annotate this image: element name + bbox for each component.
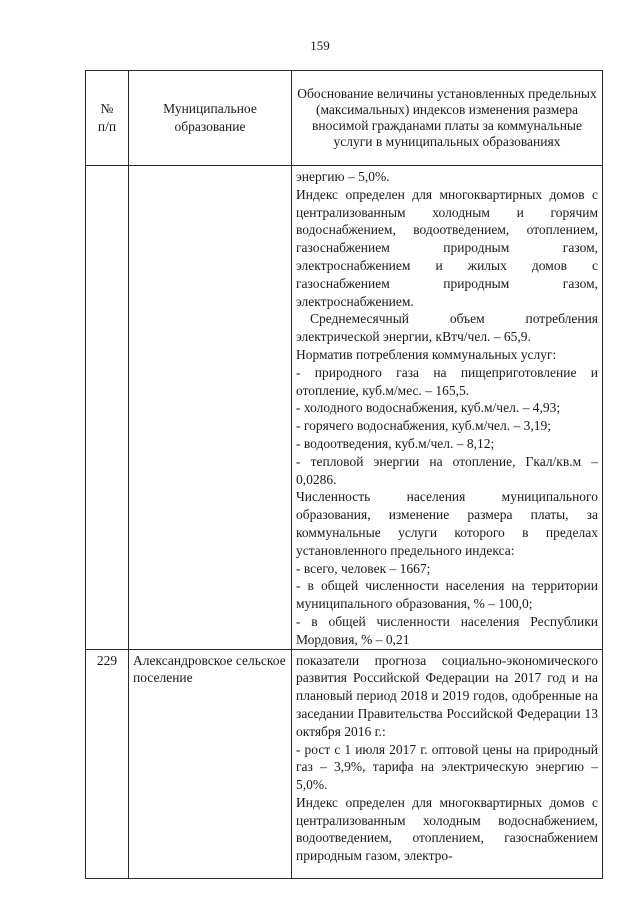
justification-paragraph: показатели прогноза социально-экономического развития Российской Федерации на 2017 год и на плановый период 2018 и 2019 годов, одобренные на заседании Правительства Российской Федерации 13 октября 2016 г.: [296, 652, 598, 739]
table-row [86, 166, 603, 650]
table-row [86, 649, 603, 878]
justification-paragraph: - рост с 1 июля 2017 г. оптовой цены на природный газ – 3,9%, тарифа на электрическую энергию – 5,0%. [296, 741, 598, 793]
row-number-cell [86, 649, 129, 878]
justification-paragraph: Индекс определен для многоквартирных домов с централизованным холодным и горячим водоснабжением, водоотведением, отоплением, газоснабжением природным газом, электроснабжением и жилых домов с газоснабжением природным газом, электроснабжением. [296, 186, 598, 309]
row-municipality-cell [129, 166, 292, 650]
justification-paragraph: Индекс определен для многоквартирных домов с централизованным холодным водоснабжением, водоотведением, отоплением, газоснабжением природным газом, электро- [296, 794, 598, 864]
table-header-row [86, 71, 603, 166]
page-number: 159 [310, 38, 330, 53]
justification-paragraph: - всего, человек – 1667; [296, 560, 431, 576]
header-number [86, 71, 129, 166]
justification-paragraph: - водоотведения, куб.м/чел. – 8,12; [296, 435, 495, 451]
header-municipality [129, 71, 292, 166]
header-municipality-label: Муниципальное образование [163, 101, 257, 134]
row-number: 229 [96, 652, 118, 668]
row-municipality-cell [129, 649, 292, 878]
document-table [85, 70, 603, 879]
justification-paragraph: - в общей численности населения на территории муниципального образования, % – 100,0; [296, 578, 598, 612]
justification-paragraph: - холодного водоснабжения, куб.м/чел. – 4,93; [296, 400, 561, 416]
header-number-label: № п/п [97, 101, 117, 134]
justification-paragraph: Среднемесячный объем потребления электрической энергии, кВтч/чел. – 65,9. [296, 311, 598, 345]
header-justification-label: Обоснование величины установленных предельных (максимальных) индексов изменения размера вносимой гражданами платы за коммунальные услуги в муниципальных образованиях [297, 86, 597, 149]
row-justification-cell [292, 166, 603, 650]
justification-paragraph: - тепловой энергии на отопление, Гкал/кв.м – 0,0286. [296, 453, 598, 487]
justification-paragraph: энергию – 5,0%. [296, 169, 390, 184]
row-number-cell [86, 166, 129, 650]
row-justification-cell [292, 649, 603, 878]
row-municipality: Александровское сельское поселение [133, 652, 286, 686]
justification-paragraph: - горячего водоснабжения, куб.м/чел. – 3,19; [296, 418, 552, 434]
justification-paragraph: Численность населения муниципального образования, изменение размера платы, за коммунальные услуги которого в пределах установленного предельного индекса: [296, 489, 598, 558]
justification-paragraph: - природного газа на пищеприготовление и отопление, куб.м/мес. – 165,5. [296, 364, 598, 398]
justification-paragraph: Норматив потребления коммунальных услуг: [296, 346, 557, 362]
header-justification [292, 71, 603, 166]
justification-paragraph: - в общей численности населения Республики Мордовия, % – 0,21 [296, 613, 598, 647]
